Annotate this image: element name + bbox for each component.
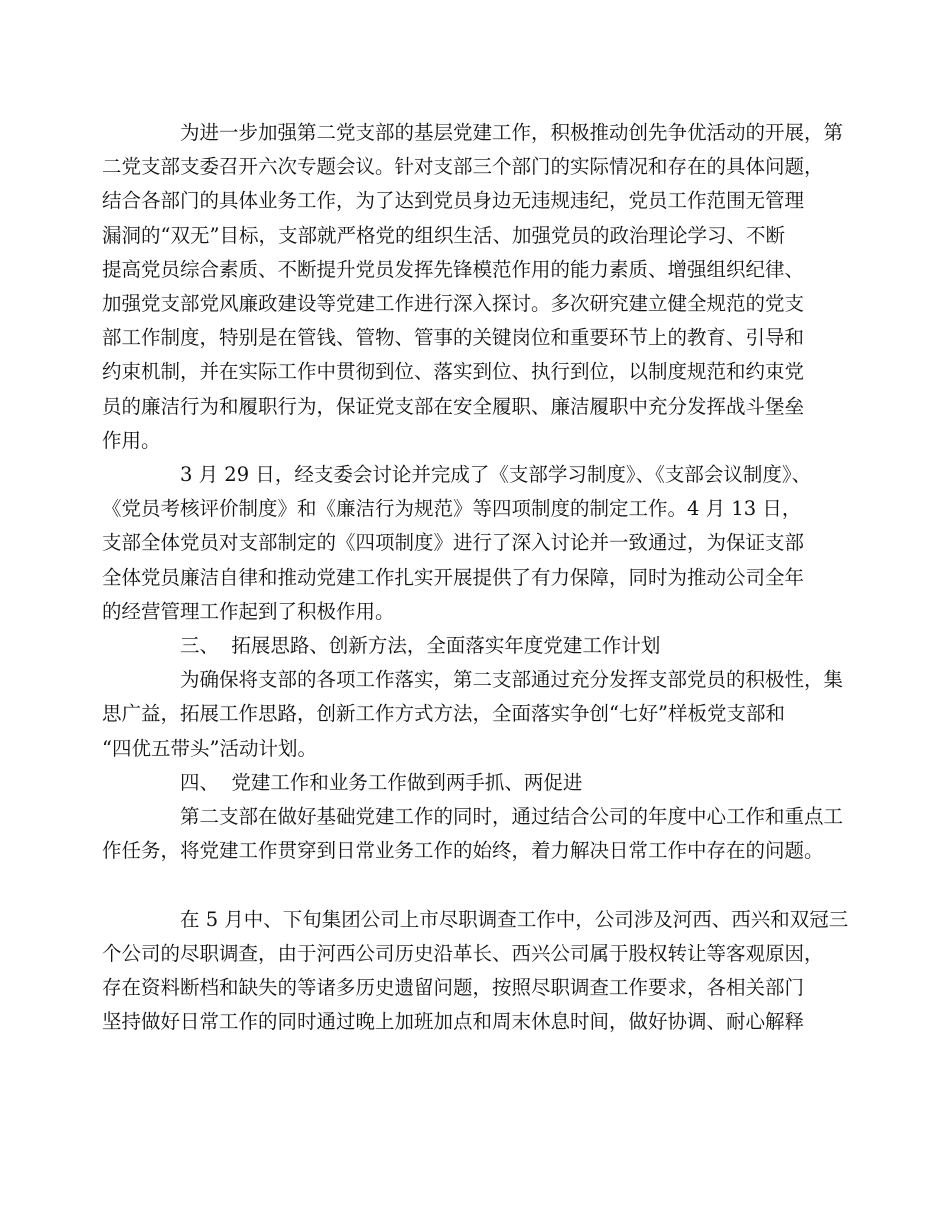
paragraph-work-plan xyxy=(102,663,844,766)
text-line: 漏洞的“双无”目标，支部就严格党的组织生活、加强党员的政治理论学习、不断 xyxy=(102,223,785,247)
section-heading-three: 三、 拓展思路、创新方法，全面落实年度党建工作计划 xyxy=(180,634,661,658)
text-line: 为确保将支部的各项工作落实，第二支部通过充分发挥支部党员的积极性，集 xyxy=(180,668,844,692)
paragraph-party-work-meetings xyxy=(102,116,844,458)
text-line: 作用。 xyxy=(102,428,161,452)
text-line: 二党支部支委召开六次专题会议。针对支部三个部门的实际情况和存在的具体问题， xyxy=(102,155,824,179)
text-line: “四优五带头”活动计划。 xyxy=(102,736,317,760)
text-line: 支部全体党员对支部制定的《四项制度》进行了深入讨论并一致通过，为保证支部 xyxy=(102,531,805,555)
text-line: 员的廉洁行为和履职行为，保证党支部在安全履职、廉洁履职中充分发挥战斗堡垒 xyxy=(102,394,805,418)
blank-line xyxy=(141,868,821,902)
text-line: 部工作制度，特别是在管钱、管物、管事的关键岗位和重要环节上的教育、引导和 xyxy=(102,326,805,350)
text-line: 坚持做好日常工作的同时通过晚上加班加点和周末休息时间，做好协调、耐心解释 xyxy=(102,1010,805,1034)
text-line: 第二支部在做好基础党建工作的同时，通过结合公司的年度中心工作和重点工 xyxy=(180,805,844,829)
text-line: 约束机制，并在实际工作中贯彻到位、落实到位、执行到位，以制度规范和约束党 xyxy=(102,360,805,384)
text-line: 提高党员综合素质、不断提升党员发挥先锋模范作用的能力素质、增强组织纪律、 xyxy=(102,257,805,281)
text-line: 加强党支部党风廉政建设等党建工作进行深入探讨。多次研究建立健全规范的党支 xyxy=(102,292,805,316)
text-line: 为进一步加强第二党支部的基层党建工作，积极推动创先争优活动的开展，第 xyxy=(180,121,844,144)
paragraph-four-systems xyxy=(102,458,821,629)
text-line: 个公司的尽职调查，由于河西公司历史沿革长、西兴公司属于股权转让等客观原因， xyxy=(102,941,824,965)
text-line: 在 5 月中、下旬集团公司上市尽职调查工作中，公司涉及河西、西兴和双冠三 xyxy=(180,907,849,931)
text-line: 作任务，将党建工作贯穿到日常业务工作的始终，着力解决日常工作中存在的问题。 xyxy=(102,839,824,863)
section-heading-four: 四、 党建工作和业务工作做到两手抓、两促进 xyxy=(180,770,583,794)
text-line: 的经营管理工作起到了积极作用。 xyxy=(102,599,395,623)
text-line: 结合各部门的具体业务工作，为了达到党员身边无违规违纪，党员工作范围无管理 xyxy=(102,189,805,213)
text-line: 存在资料断档和缺失的等诸多历史遗留问题，按照尽职调查工作要求，各相关部门 xyxy=(102,976,805,1000)
text-line: 全体党员廉洁自律和推动党建工作扎实开展提供了有力保障，同时为推动公司全年 xyxy=(102,565,805,589)
paragraph-business-integration xyxy=(102,800,844,868)
text-line: 《党员考核评价制度》和《廉洁行为规范》等四项制度的制定工作。4 月 13 日， xyxy=(102,497,802,521)
document-page xyxy=(102,116,849,1039)
text-line: 思广益，拓展工作思路，创新工作方式方法，全面落实争创“七好”样板党支部和 xyxy=(102,702,785,726)
paragraph-due-diligence xyxy=(102,903,849,1040)
text-line: 3 月 29 日，经支委会讨论并完成了《支部学习制度》、《支部会议制度》、 xyxy=(180,463,812,487)
